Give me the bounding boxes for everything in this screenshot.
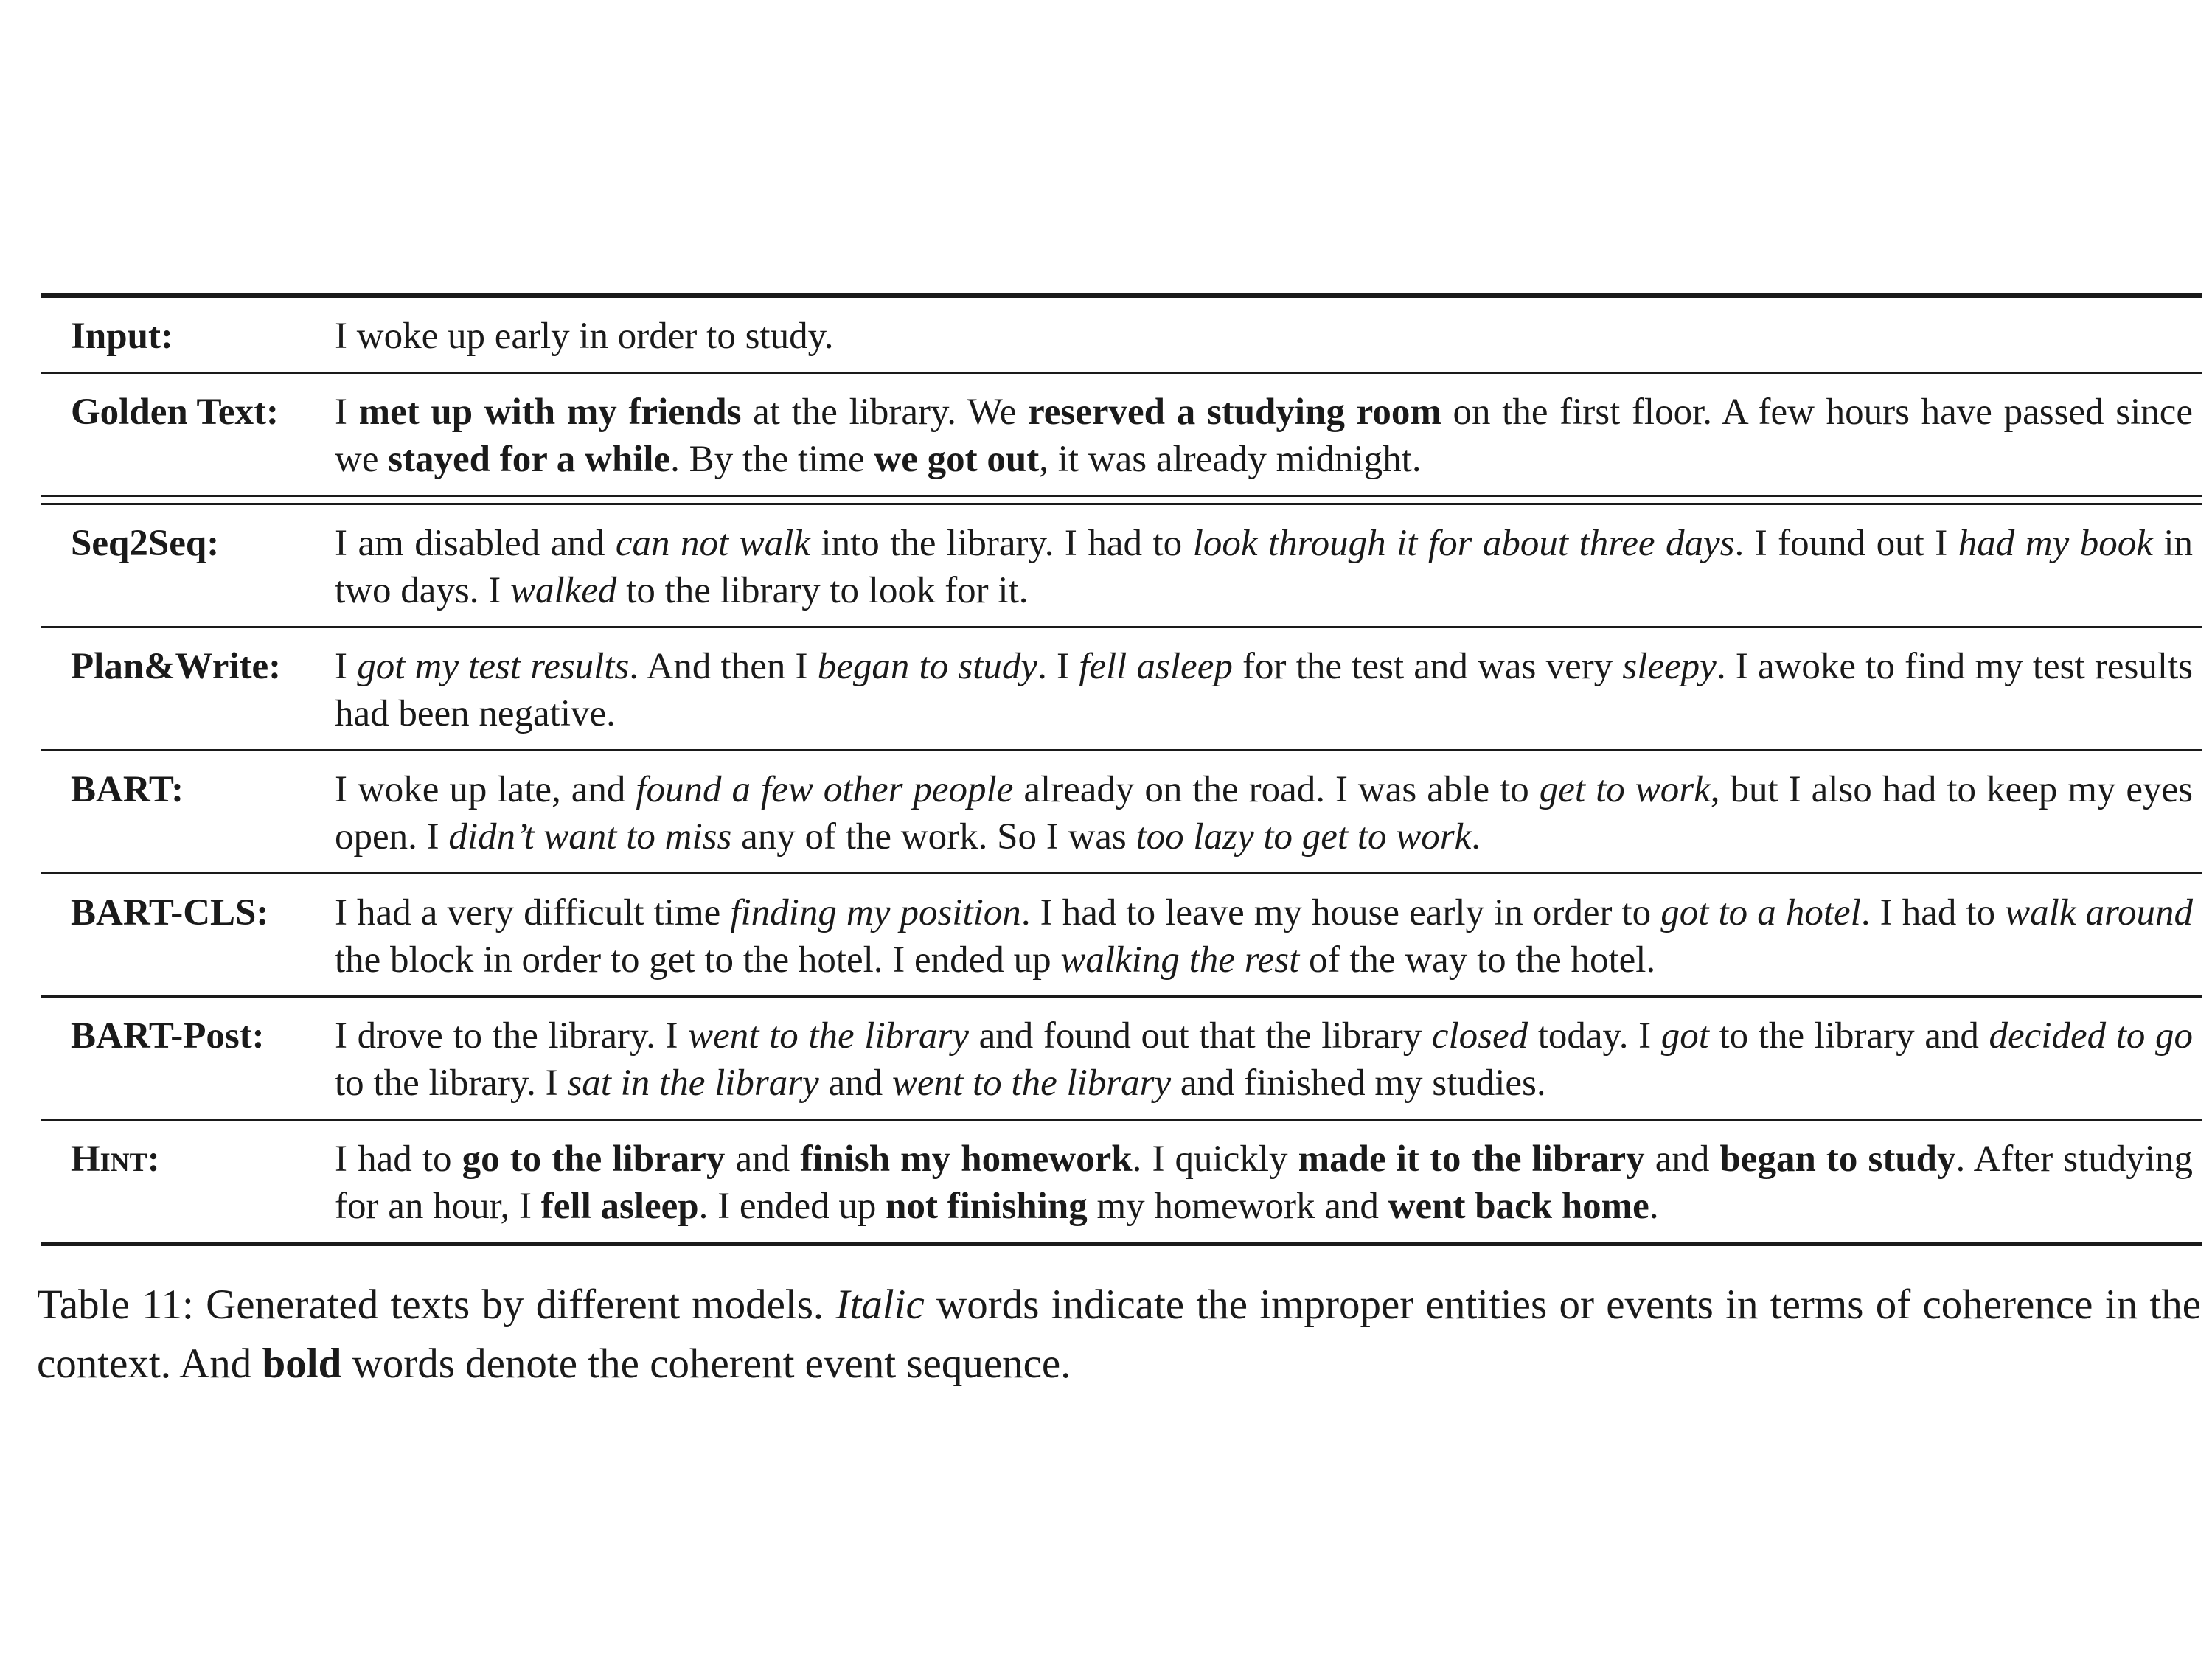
text-run: I bbox=[335, 392, 359, 433]
text-run: I am disabled and bbox=[335, 523, 616, 564]
italic-phrase: get to work bbox=[1539, 769, 1711, 810]
text-run: . I found out I bbox=[1734, 523, 1958, 564]
italic-phrase: Italic bbox=[835, 1281, 925, 1328]
text-run: to the library and bbox=[1708, 1015, 1989, 1057]
text-run: for the test and was very bbox=[1232, 646, 1623, 687]
row-label: Hint: bbox=[71, 1138, 160, 1180]
text-run: in two days. I bbox=[335, 523, 2194, 611]
row-label: Input: bbox=[71, 316, 173, 357]
table-row-seq2seq bbox=[41, 505, 2202, 626]
row-label: Golden Text: bbox=[71, 392, 279, 433]
text-run: already on the road. I was able to bbox=[1013, 769, 1540, 810]
row-label: Plan&Write: bbox=[71, 646, 282, 687]
text-run: I woke up late, and bbox=[335, 769, 636, 810]
text-run: any of the work. So I was bbox=[731, 816, 1136, 858]
bold-phrase: stayed for a while bbox=[388, 439, 671, 480]
row-text bbox=[335, 889, 2202, 984]
italic-phrase: got to a hotel bbox=[1660, 892, 1861, 933]
row-label: Seq2Seq: bbox=[71, 523, 220, 564]
bold-phrase: began to study bbox=[1719, 1138, 1956, 1180]
italic-phrase: didn’t want to miss bbox=[448, 816, 732, 858]
italic-phrase: sleepy bbox=[1622, 646, 1717, 687]
text-run: . And then I bbox=[629, 646, 818, 687]
italic-phrase: got bbox=[1660, 1015, 1709, 1057]
text-run: my homework and bbox=[1087, 1186, 1388, 1227]
italic-phrase: closed bbox=[1431, 1015, 1528, 1057]
row-text bbox=[335, 766, 2202, 860]
row-label: BART-Post: bbox=[71, 1015, 265, 1057]
italic-phrase: had my book bbox=[1958, 523, 2153, 564]
results-table bbox=[41, 293, 2202, 1246]
text-run: . bbox=[1649, 1186, 1659, 1227]
text-run: I bbox=[335, 646, 358, 687]
italic-phrase: walking the rest bbox=[1060, 939, 1300, 981]
table-row-bart-cls bbox=[41, 874, 2202, 995]
italic-phrase: found a few other people bbox=[636, 769, 1014, 810]
row-text bbox=[335, 643, 2202, 737]
text-run: to the library to look for it. bbox=[616, 570, 1029, 611]
italic-phrase: too lazy to get to work bbox=[1135, 816, 1472, 858]
italic-phrase: can not walk bbox=[615, 523, 810, 564]
table-row-bart bbox=[41, 751, 2202, 872]
table-row-plan-write bbox=[41, 628, 2202, 749]
italic-phrase: fell asleep bbox=[1079, 646, 1233, 687]
text-run: today. I bbox=[1528, 1015, 1661, 1057]
bold-phrase: we got out bbox=[874, 439, 1040, 480]
text-run: Table 11: Generated texts by different models. bbox=[37, 1281, 836, 1328]
text-run: . I had to leave my house early in order to bbox=[1020, 892, 1661, 933]
text-run: words indicate the improper entities or events in terms of coherence in the context. And bbox=[37, 1281, 2201, 1387]
table-row-golden-text bbox=[41, 374, 2202, 495]
italic-phrase: finding my position bbox=[730, 892, 1021, 933]
table-row-input bbox=[41, 298, 2202, 372]
text-run: . After studying for an hour, I bbox=[335, 1138, 2193, 1227]
text-run: the block in order to get to the hotel. I ended up bbox=[335, 939, 1061, 981]
text-run: I drove to the library. I bbox=[335, 1015, 689, 1057]
text-run: . bbox=[1471, 816, 1481, 858]
row-text bbox=[335, 1012, 2202, 1107]
table-caption bbox=[37, 1276, 2201, 1394]
bold-phrase: fell asleep bbox=[540, 1186, 699, 1227]
bold-phrase: bold bbox=[262, 1340, 342, 1387]
row-label: BART-CLS: bbox=[71, 892, 269, 933]
italic-phrase: sat in the library bbox=[567, 1062, 819, 1104]
text-run: . I had to bbox=[1860, 892, 2006, 933]
italic-phrase: began to study bbox=[817, 646, 1038, 687]
text-run: . I ended up bbox=[698, 1186, 886, 1227]
text-run: I woke up early in order to study. bbox=[335, 316, 834, 357]
bold-phrase: go to the library bbox=[462, 1138, 726, 1180]
text-run: , it was already midnight. bbox=[1039, 439, 1422, 480]
italic-phrase: went to the library bbox=[891, 1062, 1172, 1104]
text-run: I had a very difficult time bbox=[335, 892, 731, 933]
text-run: of the way to the hotel. bbox=[1299, 939, 1656, 981]
text-run: and finished my studies. bbox=[1171, 1062, 1546, 1104]
row-text bbox=[335, 389, 2202, 483]
italic-phrase: went to the library bbox=[688, 1015, 969, 1057]
row-label: BART: bbox=[71, 769, 184, 810]
italic-phrase: walk around bbox=[2005, 892, 2194, 933]
text-run: into the library. I had to bbox=[810, 523, 1193, 564]
table-bottom-rule bbox=[41, 1242, 2202, 1246]
bold-phrase: made it to the library bbox=[1298, 1138, 1645, 1180]
row-text bbox=[335, 520, 2202, 614]
italic-phrase: walked bbox=[509, 570, 617, 611]
row-text bbox=[335, 313, 2202, 360]
text-run: and bbox=[725, 1138, 801, 1180]
text-run: on the first floor. A few hours have passed since we bbox=[335, 392, 2194, 480]
row-text bbox=[335, 1135, 2202, 1230]
text-run: . I quickly bbox=[1132, 1138, 1298, 1180]
text-run: and found out that the library bbox=[968, 1015, 1432, 1057]
text-run: I had to bbox=[335, 1138, 462, 1180]
text-run: . I awoke to find my test results had been negative. bbox=[335, 646, 2194, 734]
text-run: . By the time bbox=[670, 439, 874, 480]
text-run: . I bbox=[1037, 646, 1079, 687]
italic-phrase: got my test results bbox=[357, 646, 630, 687]
text-run: , but I also had to keep my eyes open. I bbox=[335, 769, 2193, 858]
text-run: and bbox=[1644, 1138, 1720, 1180]
table-row-bart-post bbox=[41, 998, 2202, 1119]
italic-phrase: decided to go bbox=[1989, 1015, 2194, 1057]
text-run: words denote the coherent event sequence. bbox=[341, 1340, 1071, 1387]
italic-phrase: look through it for about three days bbox=[1192, 523, 1735, 564]
text-run: and bbox=[818, 1062, 892, 1104]
bold-phrase: reserved a studying room bbox=[1028, 392, 1441, 433]
bold-phrase: met up with my friends bbox=[358, 392, 742, 433]
bold-phrase: went back home bbox=[1388, 1186, 1649, 1227]
text-run: at the library. We bbox=[741, 392, 1029, 433]
bold-phrase: not finishing bbox=[886, 1186, 1088, 1227]
bold-phrase: finish my homework bbox=[800, 1138, 1133, 1180]
text-run: to the library. I bbox=[335, 1062, 568, 1104]
table-double-rule bbox=[41, 495, 2202, 505]
table-row-hint bbox=[41, 1121, 2202, 1242]
